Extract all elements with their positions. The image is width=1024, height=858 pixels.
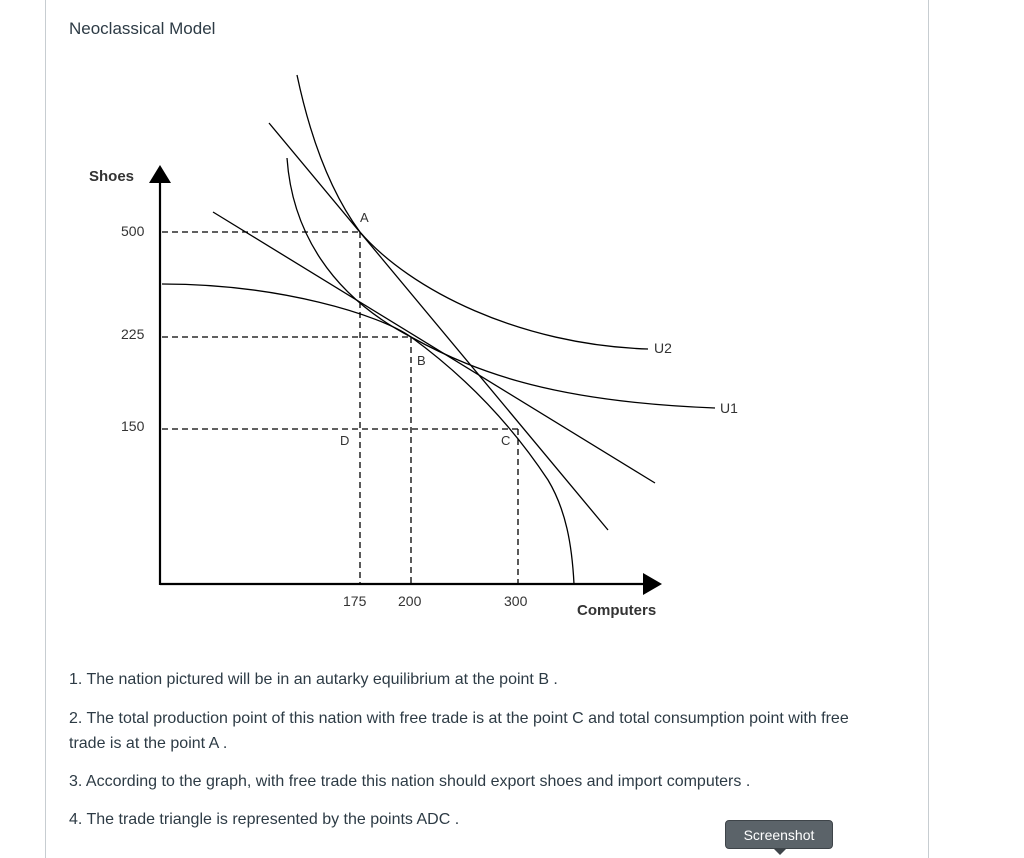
statement-4: 4. The trade triangle is represented by the points ADC . <box>69 811 460 828</box>
trade-price-line <box>269 123 608 530</box>
statement-1: 1. The nation pictured will be in an autarky equilibrium at the point B . <box>69 671 558 688</box>
curve-label-u2: U2 <box>654 340 672 356</box>
y-axis-arrow <box>149 165 171 183</box>
y-tick-label: 500 <box>121 223 145 239</box>
x-axis-label: Computers <box>577 602 657 619</box>
y-tick-label: 225 <box>121 326 145 342</box>
point-label-a: A <box>360 210 369 225</box>
page-title: Neoclassical Model <box>69 19 216 38</box>
x-tick-label: 175 <box>343 593 367 609</box>
ppf-curve <box>162 284 574 584</box>
curve-label-u1: U1 <box>720 400 738 416</box>
y-axis-label: Shoes <box>89 168 135 185</box>
point-label-c: C <box>501 433 511 448</box>
x-tick-label: 300 <box>504 593 528 609</box>
x-tick-label: 200 <box>398 593 422 609</box>
screenshot-button[interactable]: Screenshot <box>725 820 833 849</box>
statement-3: 3. According to the graph, with free trade this nation should export shoes and import computers . <box>69 773 751 790</box>
indifference-curve-u1 <box>287 158 715 408</box>
point-label-d: D <box>340 433 350 448</box>
autarky-price-line <box>213 212 655 483</box>
x-axis-arrow <box>643 573 662 595</box>
indifference-curve-u2 <box>297 75 648 349</box>
statement-2: 2. The total production point of this nation with free trade is at the point C and total consumption point with free trade is at the point A . <box>69 710 849 752</box>
point-label-b: B <box>417 353 426 368</box>
y-tick-label: 150 <box>121 418 145 434</box>
